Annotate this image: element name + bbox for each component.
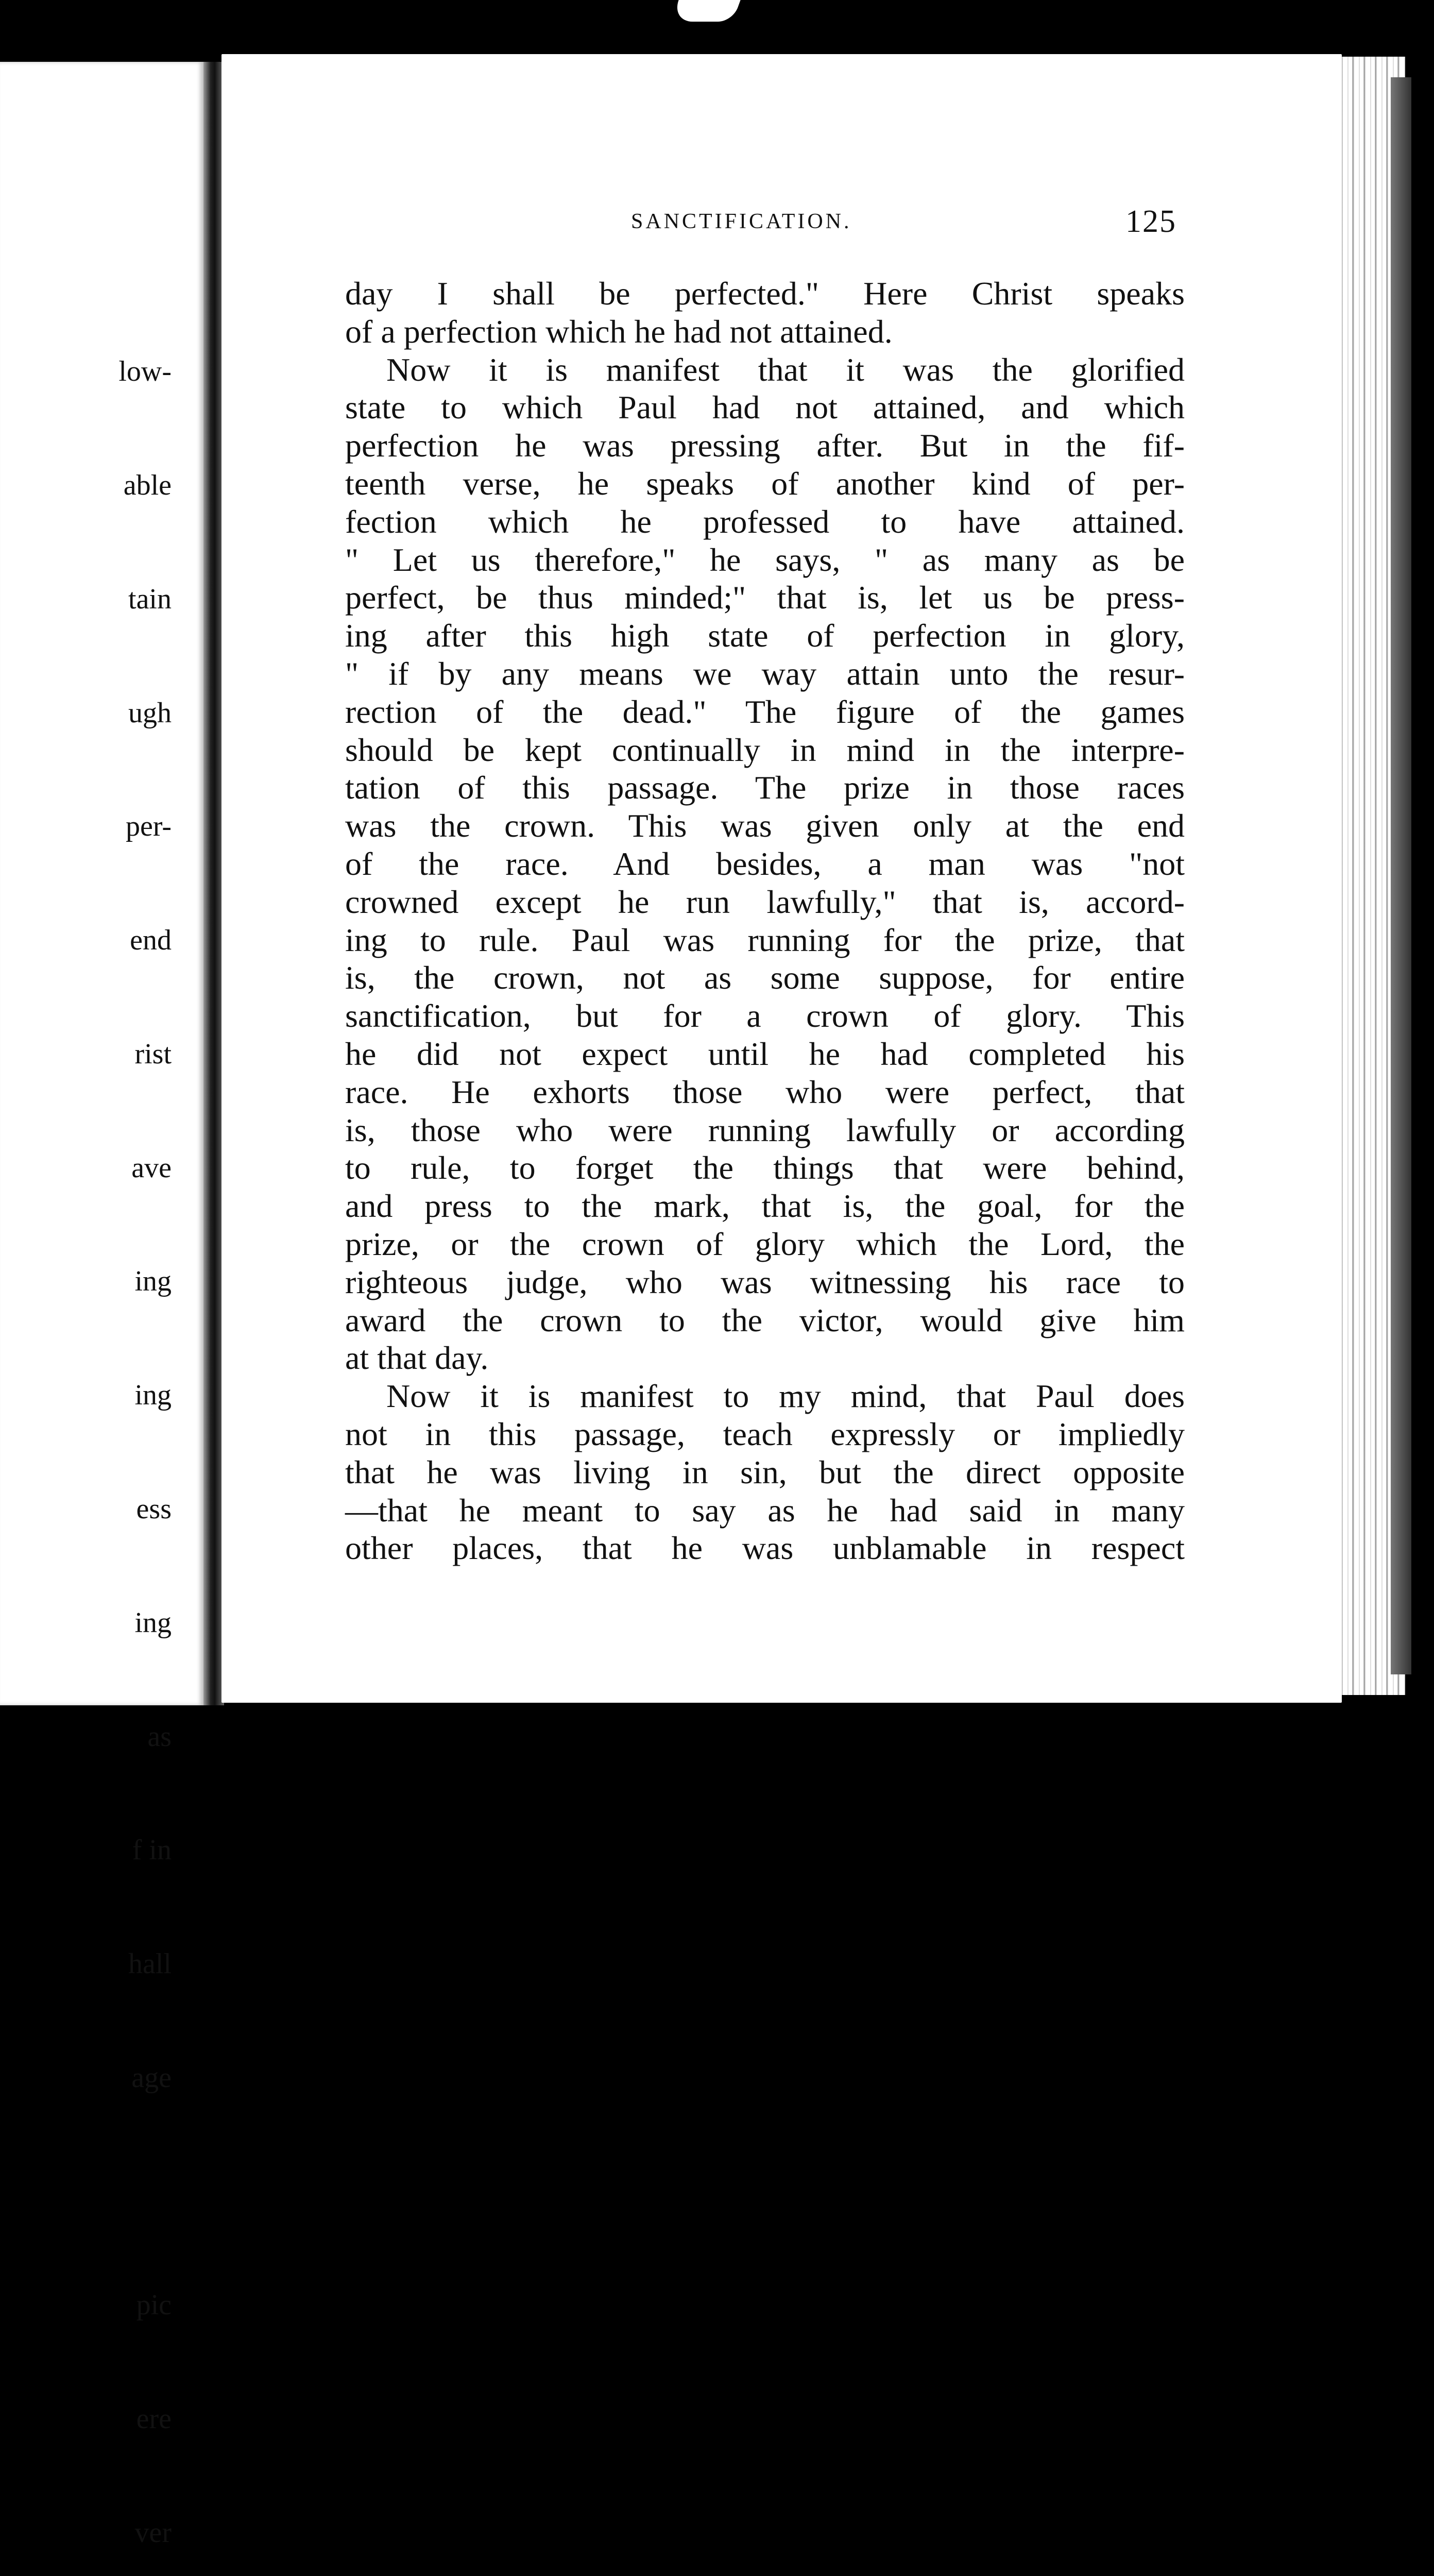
text-line: prize, or the crown of glory which the Lord, the [345, 1225, 1185, 1262]
text-line: that he was living in sin, but the direct opposite [345, 1453, 1185, 1490]
text-line: should be kept continually in mind in the interpre- [345, 731, 1185, 768]
text-line: —that he meant to say as he had said in many [345, 1492, 1185, 1529]
facing-page-text [118, 277, 172, 2576]
facing-line: ing [134, 1606, 172, 1639]
facing-line: end [130, 924, 172, 957]
page-body [345, 275, 1185, 1567]
page-number: 125 [1125, 204, 1176, 239]
page-edges-shadow [1391, 77, 1411, 1674]
facing-line: able [123, 469, 172, 501]
facing-line: ing [134, 1379, 172, 1412]
facing-line: ing [134, 1265, 172, 1298]
text-line: ing after this high state of perfection in glory, [345, 617, 1185, 654]
text-line: rection of the dead." The figure of the games [345, 693, 1185, 730]
text-line: " if by any means we way attain unto the resur- [345, 655, 1185, 692]
book-gutter [203, 62, 224, 1705]
facing-line: ere [136, 2403, 172, 2435]
facing-line: ave [131, 1151, 172, 1184]
text-line: not in this passage, teach expressly or impliedly [345, 1415, 1185, 1452]
facing-line: per- [125, 810, 172, 843]
text-line: Now it is manifest to my mind, that Paul does [386, 1378, 1185, 1415]
facing-line: age [131, 2061, 172, 2094]
text-line: sanctification, but for a crown of glory. This [345, 997, 1185, 1035]
text-line: other places, that he was unblamable in respect [345, 1530, 1185, 1567]
text-line: teenth verse, he speaks of another kind of per- [345, 465, 1185, 502]
text-line: ing to rule. Paul was running for the prize, that [345, 921, 1185, 958]
facing-page [0, 62, 203, 2549]
text-line: award the crown to the victor, would give him [345, 1301, 1185, 1338]
text-line: crowned except he run lawfully," that is, accord- [345, 883, 1185, 920]
facing-line: ver [134, 2517, 172, 2549]
facing-line: tain [128, 583, 172, 615]
text-line: fection which he professed to have attained. [345, 503, 1185, 540]
text-line: Now it is manifest that it was the glorified [386, 351, 1185, 388]
facing-line: pic [136, 2289, 172, 2321]
text-line: day I shall be perfected." Here Christ speaks [345, 275, 1185, 312]
text-line: is, those who were running lawfully or according [345, 1111, 1185, 1148]
facing-line: rist [134, 1038, 172, 1070]
text-line: was the crown. This was given only at the end [345, 807, 1185, 844]
facing-line: f in [132, 1834, 172, 1867]
text-line: righteous judge, who was witnessing his race to [345, 1263, 1185, 1300]
text-line: race. He exhorts those who were perfect, that [345, 1073, 1185, 1110]
text-line: and press to the mark, that is, the goal, for the [345, 1188, 1185, 1225]
running-title: SANCTIFICATION. [631, 210, 852, 233]
text-line: perfection he was pressing after. But in the fif- [345, 427, 1185, 464]
text-line: is, the crown, not as some suppose, for entire [345, 959, 1185, 996]
text-line: he did not expect until he had completed his [345, 1035, 1185, 1072]
facing-line: low- [118, 355, 172, 388]
text-line: state to which Paul had not attained, and which [345, 389, 1185, 426]
facing-line: as [147, 1720, 172, 1753]
text-line: of a perfection which he had not attained. [345, 313, 893, 350]
text-line: " Let us therefore," he says, " as many as be [345, 541, 1185, 578]
facing-line: ugh [128, 697, 172, 729]
facing-line [118, 2173, 172, 2211]
text-line: to rule, to forget the things that were behind, [345, 1149, 1185, 1187]
facing-line: ess [136, 1493, 172, 1525]
facing-line: hall [128, 1948, 172, 1980]
text-line: perfect, be thus minded;" that is, let us be press- [345, 579, 1185, 616]
text-line: tation of this passage. The prize in those races [345, 769, 1185, 806]
text-line: of the race. And besides, a man was "not [345, 845, 1185, 882]
text-line: at that day. [345, 1340, 489, 1377]
